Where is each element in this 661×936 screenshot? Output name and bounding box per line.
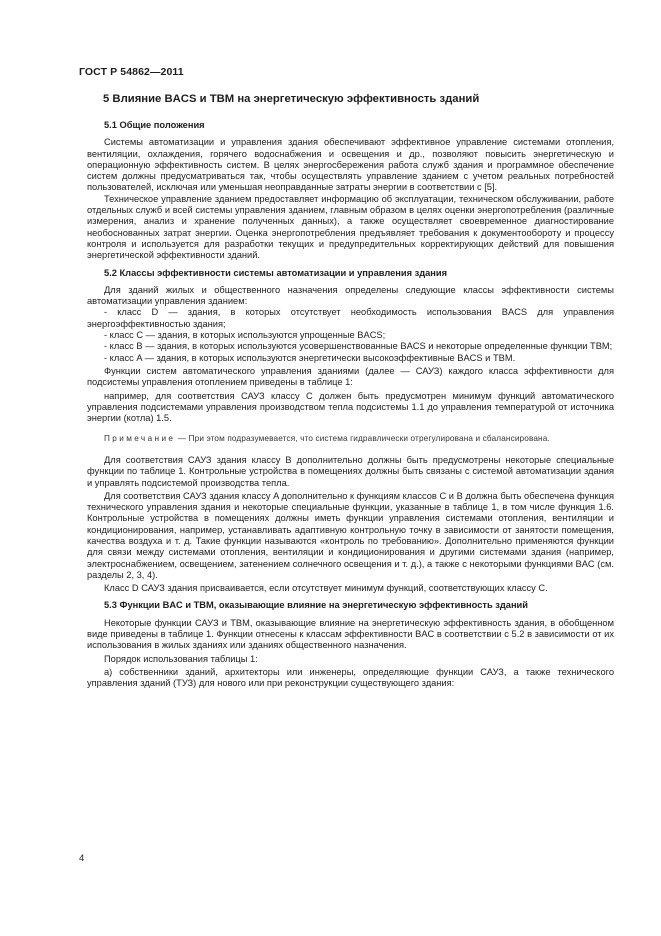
class-list-item: - класс B — здания, в которых используются усовершенствованные BACS и некоторые определенные функции ТВМ; [104,341,613,352]
class-list-item: - класс A — здания, в которых используются энергетически высокоэффективные BACS и ТВМ. [104,352,516,363]
paragraph: а) собственники зданий, архитекторы или инженеры, определяющие функции САУЗ, а также технического управления зданий (ТУЗ) для нового или при реконструкции существующего здания: [87,666,614,689]
paragraph: Некоторые функции САУЗ и ТВМ, оказывающие влияние на энергетическую эффективность здания, в обобщенном виде приведены в таблице 1. Функции отнесены к классам эффективности BAC в соответствии с 5.2 в зависимости от их использования в жилых зданиях или зданиях общественного назначения. [87,617,614,651]
document-body [87,92,614,690]
note-label: Примечание [104,434,176,444]
section-5-1-title: 5.1 Общие положения [104,120,205,130]
paragraph: Класс D САУЗ здания присваивается, если отсутствует минимум функций, соответствующих классу C. [104,583,548,594]
section-5-3-title: 5.3 Функции BAC и ТВМ, оказывающие влияние на энергетическую эффективность зданий [104,600,528,611]
section-5-2-title: 5.2 Классы эффективности системы автоматизации и управления здания [104,267,448,278]
page-number: 4 [79,853,85,864]
paragraph: Для соответствия САУЗ здания классу B дополнительно должны быть предусмотрены некоторые специальные функции по таблице 1. Контрольные устройства в помещениях должны быть связаны с системой автоматизации здания и управлять подсистемой производства тепла. [87,454,614,488]
paragraph: Для зданий жилых и общественного назначения определены следующие классы эффективности системы автоматизации управления зданием: [87,284,614,307]
class-list-item: - класс D — здания, в которых отсутствует необходимость использования BACS для управления энергоэффективностью здания; [87,307,614,329]
paragraph: например, для соответствия САУЗ классу C должен быть предусмотрен минимум функций автоматического управления подсистемами управления производством тепла подсистемы 1.1 до управления температурой от источника энергии (котла) 1.5. [87,390,614,424]
paragraph: Системы автоматизации и управления здания обеспечивают эффективное управление системами отопления, вентиляции, охлаждения, горячего водоснабжения и освещения и др., позволяют повысить энергетическую и операционную эффективность систем. В целях энергосбережения работа служб здания и программное обеспечение систем должны предусматриваться так, чтобы осуществлять управление зданием с учетом реальных потребностей пользователей, исключая или уменьшая неоправданные затраты энергии в соответствии с [5]. [87,137,614,193]
section-5-title: 5 Влияние BACS и ТВМ на энергетическую эффективность зданий [103,93,480,105]
document-standard-id: ГОСТ Р 54862—2011 [79,66,184,78]
paragraph: Для соответствия САУЗ здания классу A дополнительно к функциям классов C и B должна быть обеспечена функция технического управления здания и некоторые специальные функции, указанные в таблице 1, в том числе функция 1.6. Контрольные устройства в помещениях должны иметь функции управления системами отопления, вентиляции и кондиционирования, например, устанавливать адаптивную контрольную точку в зависимости от занятости помещения, качества воздуха и т. д. Такие функции называются «контроль по требованию». Дополнительно применяются функции для связи между системами отопления, вентиляции и кондиционирования и другими системами здания (например, электроснабжением, освещением, затенением солнечного освещения и т. д.), а также с некоторыми функциями BAC (см. разделы 2, 3, 4). [87,490,614,580]
note [87,433,614,445]
paragraph: Техническое управление зданием предоставляет информацию об эксплуатации, техническом обслуживании, работе отдельных служб и всей системы управления зданием, главным образом в целях оценки энергопотребления (различные измерения, анализ и хранение полученных данных), а также осуществляет своевременное диагностирование необоснованных затрат энергии. Оценка энергопотребления предъявляет требования к документообороту и процессу контроля и используется для разработки текущих и предупредительных корректирующих действий для повышения энергетической эффективности зданий. [87,193,614,261]
class-list-item: - класс C — здания, в которых используются упрощенные BACS; [104,330,386,341]
paragraph: Функции систем автоматического управления зданиями (далее — САУЗ) каждого класса эффективности для подсистемы управления отоплением приведены в таблице 1: [87,365,614,388]
paragraph: Порядок использования таблицы 1: [104,653,258,664]
note-text: — При этом подразумевается, что система гидравлически отрегулирована и сбалансирована. [175,434,550,444]
